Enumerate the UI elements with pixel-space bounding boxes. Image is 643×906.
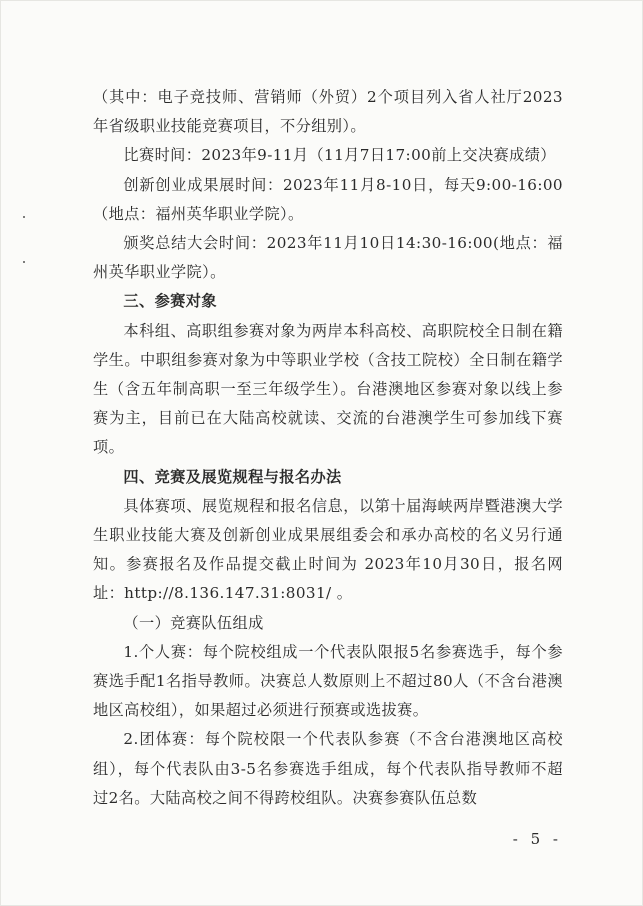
paragraph-award-ceremony-time: 颁奖总结大会时间：2023年11月10日14:30-16:00(地点：福州英华职业学院）。 — [93, 234, 563, 282]
section-heading-rules-registration: 四、竞赛及展览规程与报名办法 — [123, 467, 342, 486]
paragraph-team-event: 2.团体赛：每个院校限一个代表队参赛（不含台港澳地区高校组），每个代表队由3-5名参赛选手组成，每个代表队指导教师不超过2名。大陆高校之间不得跨校组队。决赛参赛队伍总数 — [93, 730, 563, 807]
subsection-heading-team-composition: （一）竞赛队伍组成 — [123, 613, 264, 632]
paragraph-project-note: （其中：电子竞技师、营销师（外贸）2个项目列入省人社厅2023年省级职业技能竞赛项目，不分组别）。 — [93, 88, 563, 136]
paragraph-registration: 具体赛项、展览规程和报名信息，以第十届海峡两岸暨港澳大学生职业技能大赛及创新创业成果展组委会和承办高校的名义另行通知。参赛报名及作品提交截止时间为 2023年10月30日，报名网址：http://8.136.147.31:8031/ 。 — [93, 496, 563, 603]
page-number: - 5 - — [512, 830, 562, 848]
margin-mark — [23, 261, 25, 263]
paragraph-individual-event: 1.个人赛：每个院校组成一个代表队限报5名参赛选手，每个参赛选手配1名指导教师。决赛总人数原则上不超过80人（不含台港澳地区高校组），如果超过必须进行预赛或选拔赛。 — [93, 642, 563, 720]
paragraph-exhibition-time: 创新创业成果展时间：2023年11月8-10日，每天9:00-16:00（地点：福州英华职业学院）。 — [93, 175, 563, 223]
section-heading-participants: 三、参赛对象 — [123, 292, 217, 311]
margin-mark — [23, 216, 25, 218]
paragraph-participants: 本科组、高职组参赛对象为两岸本科高校、高职院校全日制在籍学生。中职组参赛对象为中等职业学校（含技工院校）全日制在籍学生（含五年制高职一至三年级学生）。台港澳地区参赛对象以线上参赛为主，目前已在大陆高校就读、交流的台港澳学生可参加线下赛项。 — [93, 321, 563, 457]
document-body — [93, 83, 563, 813]
paragraph-competition-time: 比赛时间：2023年9-11月（11月7日17:00前上交决赛成绩） — [123, 146, 556, 165]
